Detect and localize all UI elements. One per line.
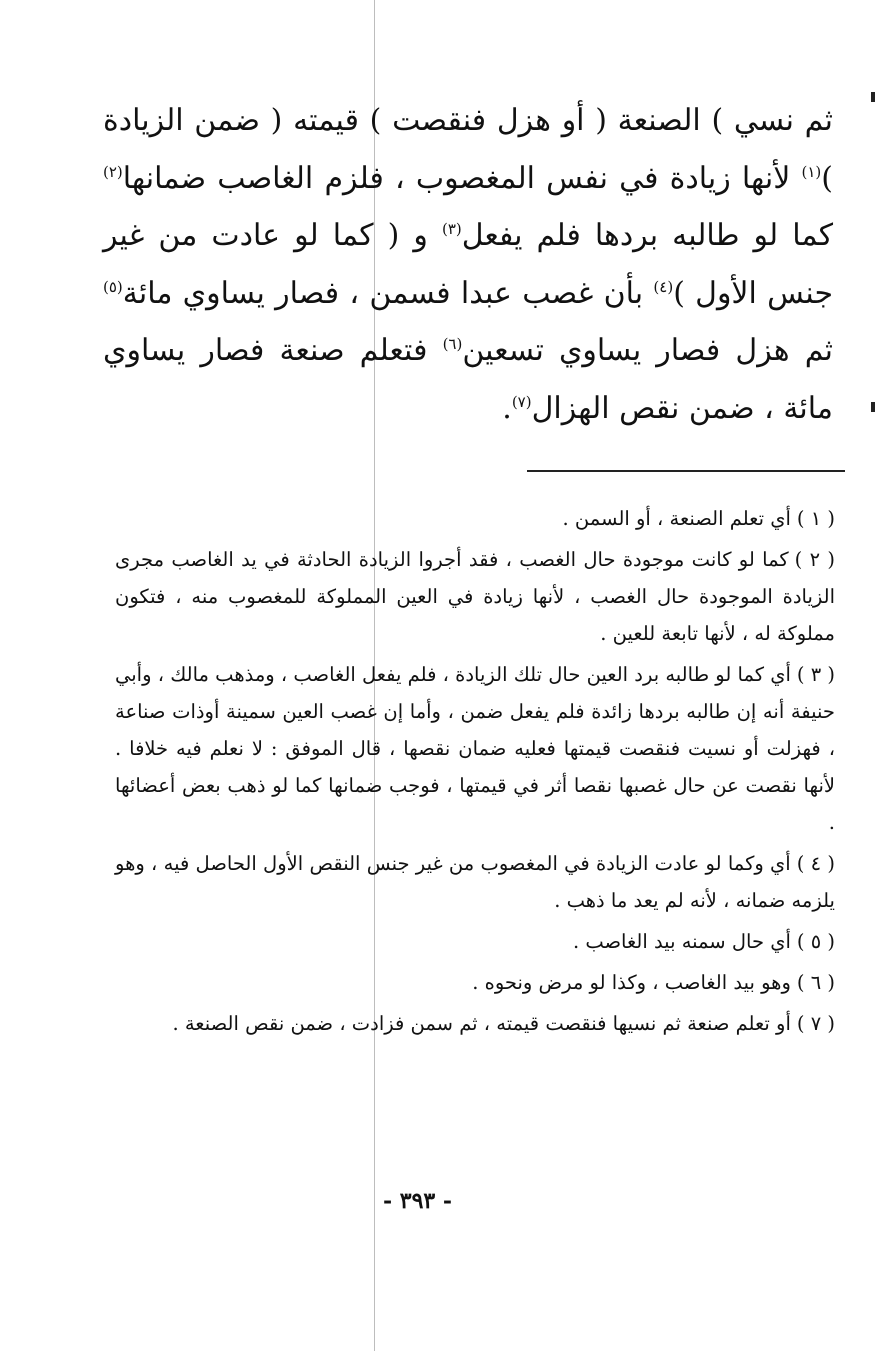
main-segment: ثم نسي ) الصنعة ( أو هزل فنقصت ) قيمته ( ضمن الزيادة ) (103, 103, 833, 196)
edge-mark (871, 92, 875, 102)
footnote-number: ( ٤ ) (796, 852, 835, 875)
footnote-text: وهو بيد الغاصب ، وكذا لو مرض ونحوه . (472, 971, 791, 994)
footnote-number: ( ٥ ) (796, 930, 835, 953)
footnote-text: كما لو كانت موجودة حال الغصب ، فقد أجروا الزيادة الحادثة في يد الغاصب مجرى الزيادة الموجودة حال الغصب ، لأنها زيادة في العين المملوكة للمغصوب منه ، فتكون مملوكة له ، لأنها تابعة للعين . (115, 548, 835, 645)
footnote-text: أي تعلم الصنعة ، أو السمن . (562, 507, 791, 530)
footnote-marker: (٧) (511, 392, 532, 411)
footnote-number: ( ٦ ) (796, 971, 835, 994)
footnote-marker: (٤) (653, 277, 674, 296)
footnotes (115, 500, 835, 1046)
footnote-marker: (٢) (103, 162, 123, 181)
main-segment: بأن غصب عبدا فسمن ، فصار يساوي مائة (122, 275, 654, 311)
main-segment: و ( كما لو عادت من غير جنس الأول ) (103, 218, 833, 311)
footnote-item (115, 500, 835, 537)
main-segment: فتعلم صنعة فصار يساوي مائة ، ضمن نقص الهزال (103, 333, 833, 426)
main-segment: كما لو طالبه بردها فلم يفعل (461, 218, 833, 253)
footnote-marker: (١) (801, 162, 822, 181)
main-segment: لأنها زيادة في نفس المغصوب ، فلزم الغاصب ضمانها (122, 160, 802, 196)
footnote-number: ( ٧ ) (796, 1012, 835, 1035)
footnote-number: ( ٢ ) (794, 548, 835, 571)
footnote-separator (527, 470, 845, 472)
footnote-item (115, 541, 835, 652)
footnote-text: أو تعلم صنعة ثم نسيها فنقصت قيمته ، ثم سمن فزادت ، ضمن نقص الصنعة . (172, 1012, 791, 1035)
footnote-item (115, 964, 835, 1001)
footnote-item (115, 1005, 835, 1042)
footnote-item (115, 656, 835, 841)
footnote-item (115, 845, 835, 919)
footnote-text: أي كما لو طالبه برد العين حال تلك الزيادة ، فلم يفعل الغاصب ، ومذهب مالك ، وأبي حنيفة أنه إن طالبه بردها زائدة فلم يفعل ضمن ، وأما إن غصب العين سمينة أوذات صناعة ، فهزلت أو نسيت فنقصت قيمتها فعليه ضمان نقصها ، قال الموفق : لا نعلم فيه خلافا . لأنها نقصت عن حال غصبها نقصا أثر في قيمتها ، فوجب ضمانها كما لو ذهب بعض أعضائها . (115, 663, 835, 834)
main-segment: . (502, 390, 512, 426)
edge-mark (871, 402, 875, 412)
main-segment: ثم هزل فصار يساوي تسعين (462, 333, 834, 368)
footnote-item (115, 923, 835, 960)
footnote-number: ( ١ ) (796, 507, 835, 530)
footnote-marker: (٣) (441, 220, 462, 238)
main-text (103, 92, 833, 437)
footnote-marker: (٦) (442, 335, 463, 353)
footnote-number: ( ٣ ) (796, 663, 835, 686)
footnote-marker: (٥) (103, 277, 123, 296)
footnote-text: أي حال سمنه بيد الغاصب . (572, 930, 791, 953)
footnote-text: أي وكما لو عادت الزيادة في المغصوب من غير جنس النقص الأول الحاصل فيه ، وهو يلزمه ضمانه ، لأنه لم يعد ما ذهب . (115, 852, 835, 912)
main-paragraph (103, 92, 833, 437)
page-number: - ٣٩٣ - (382, 1188, 453, 1214)
